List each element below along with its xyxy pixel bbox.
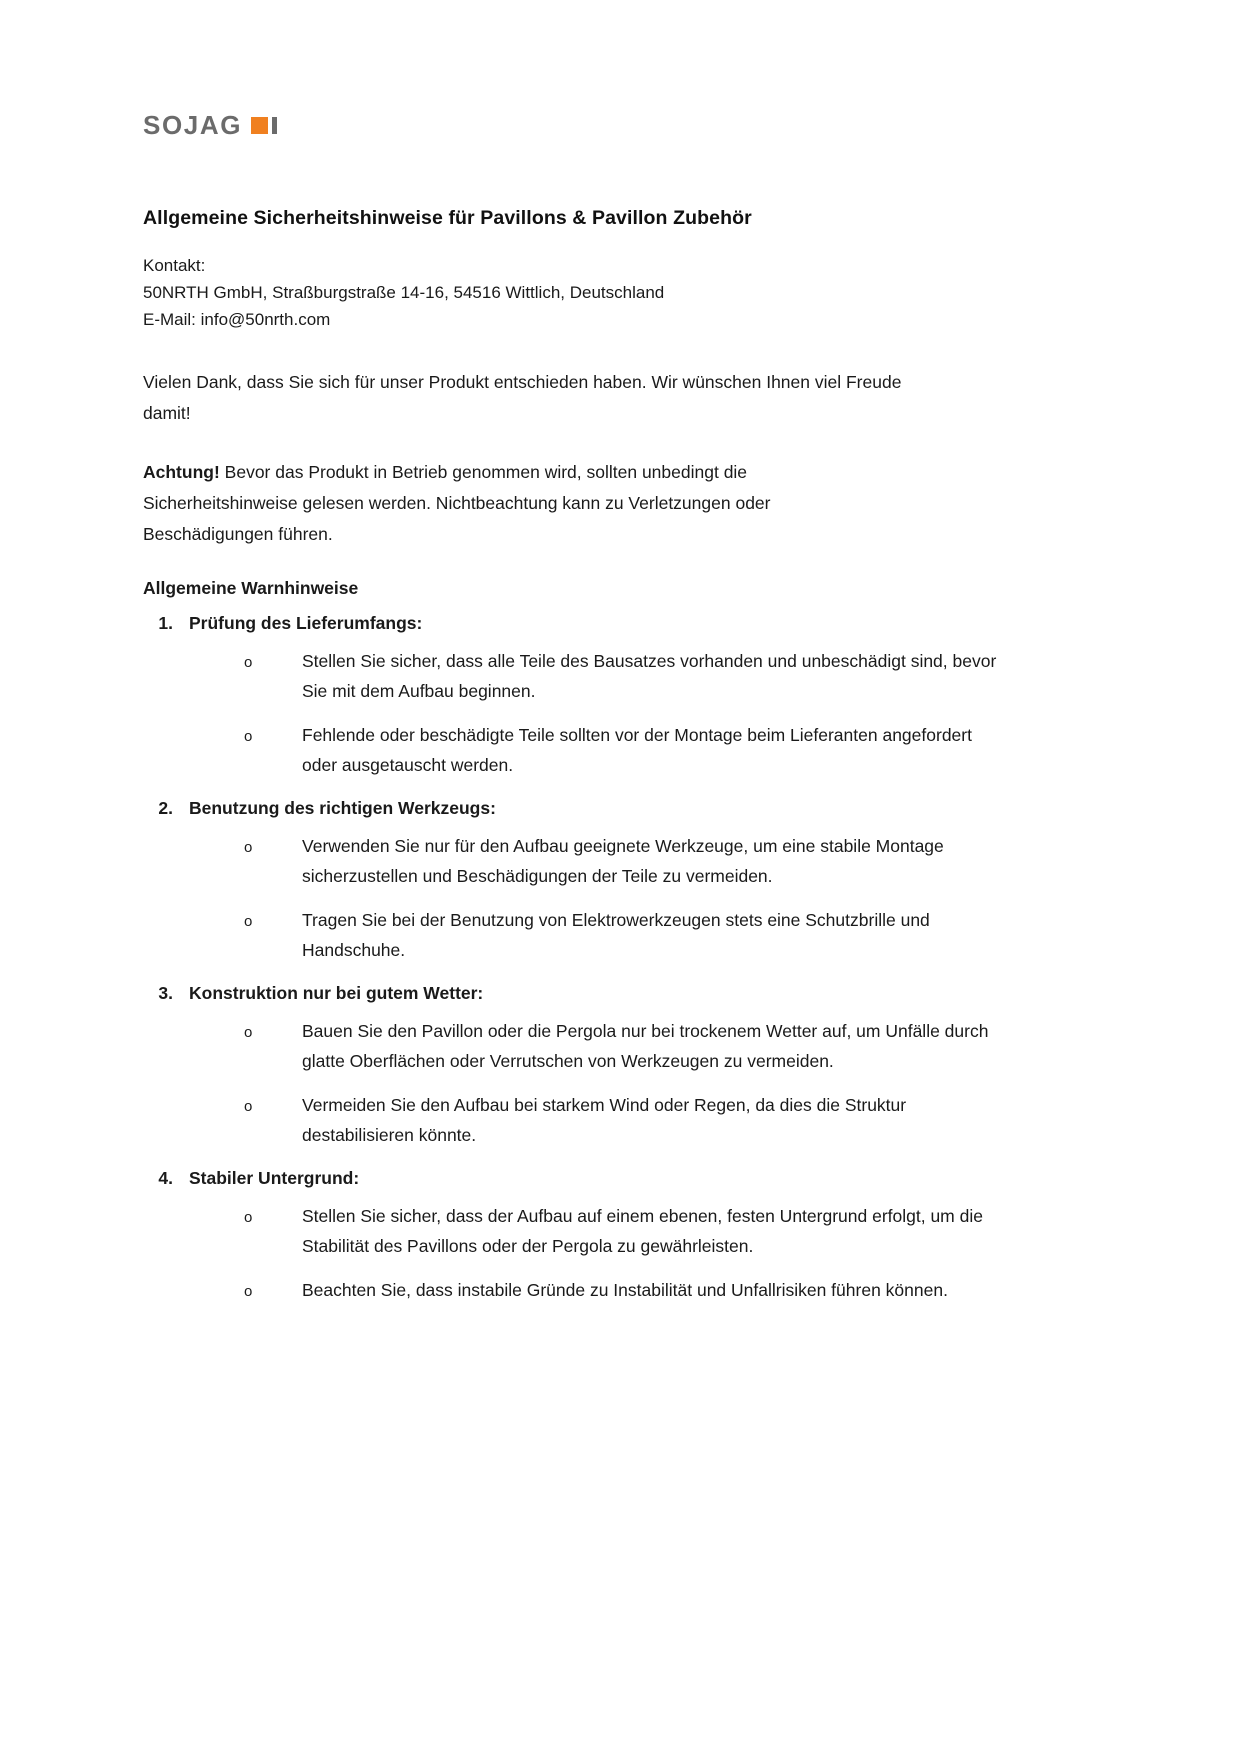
bullet-item xyxy=(143,646,1100,706)
logo-wordmark: SOJAG xyxy=(143,110,243,140)
item-number: 1 . xyxy=(143,613,189,634)
item-bullets xyxy=(143,646,1100,780)
circle-bullet-icon: o xyxy=(244,913,253,930)
bullet-item xyxy=(143,720,1100,780)
warnings-list xyxy=(143,613,1100,1307)
bullet-text: Verwenden Sie nur für den Aufbau geeignete Werkzeuge, um eine stabile Montage sicherzustellen und Beschädigungen der Teile zu vermeiden. xyxy=(302,836,944,886)
bullet-item xyxy=(143,1275,1100,1307)
circle-bullet-icon: o xyxy=(244,839,253,856)
list-item xyxy=(143,983,1100,1150)
bullet-item xyxy=(143,1090,1100,1150)
item-number: 4 . xyxy=(143,1168,189,1189)
item-heading-row xyxy=(143,798,1100,819)
contact-label: Kontakt: xyxy=(143,256,206,275)
bullet-item xyxy=(143,1016,1100,1076)
item-heading-row xyxy=(143,1168,1100,1189)
item-bullets xyxy=(143,1016,1100,1150)
bullet-text: Tragen Sie bei der Benutzung von Elektrowerkzeugen stets eine Schutzbrille und Handschuhe. xyxy=(302,910,930,960)
list-item xyxy=(143,613,1100,780)
item-number: 3 . xyxy=(143,983,189,1004)
circle-bullet-icon: o xyxy=(244,654,253,671)
item-heading: Benutzung des richtigen Werkzeugs: xyxy=(189,798,496,818)
item-bullets xyxy=(143,831,1100,965)
list-item xyxy=(143,1168,1100,1307)
bullet-item xyxy=(143,905,1100,965)
circle-bullet-icon: o xyxy=(244,1209,253,1226)
item-heading: Stabiler Untergrund: xyxy=(189,1168,360,1188)
bullet-text: Fehlende oder beschädigte Teile sollten vor der Montage beim Lieferanten angefordert oder ausgetauscht werden. xyxy=(302,725,972,775)
bullet-text: Beachten Sie, dass instabile Gründe zu Instabilität und Unfallrisiken führen können. xyxy=(302,1280,948,1300)
attention-text: Bevor das Produkt in Betrieb genommen wird, sollten unbedingt die Sicherheitshinweise gelesen werden. Nichtbeachtung kann zu Verletzungen oder Beschädigungen führen. xyxy=(143,462,771,544)
page-title: Allgemeine Sicherheitshinweise für Pavillons & Pavillon Zubehör xyxy=(143,207,752,229)
item-heading: Konstruktion nur bei gutem Wetter: xyxy=(189,983,484,1003)
section-heading-warnings: Allgemeine Warnhinweise xyxy=(143,578,359,598)
item-bullets xyxy=(143,1201,1100,1307)
item-heading-row xyxy=(143,613,1100,634)
intro-paragraph: Vielen Dank, dass Sie sich für unser Produkt entschieden haben. Wir wünschen Ihnen viel Freude damit! xyxy=(143,372,902,423)
circle-bullet-icon: o xyxy=(244,1024,253,1041)
circle-bullet-icon: o xyxy=(244,1283,253,1300)
circle-bullet-icon: o xyxy=(244,1098,253,1115)
bullet-item xyxy=(143,831,1100,891)
bullet-item xyxy=(143,1201,1100,1261)
item-heading: Prüfung des Lieferumfangs: xyxy=(189,613,423,633)
bullet-text: Stellen Sie sicher, dass alle Teile des Bausatzes vorhanden und unbeschädigt sind, bevor Sie mit dem Aufbau beginnen. xyxy=(302,651,997,701)
item-number: 2 . xyxy=(143,798,189,819)
contact-block xyxy=(143,252,1100,333)
attention-label: Achtung! xyxy=(143,462,220,482)
logo-bar-icon xyxy=(272,117,277,134)
contact-address: 50NRTH GmbH, Straßburgstraße 14-16, 54516 Wittlich, Deutschland xyxy=(143,283,665,302)
sojag-logo xyxy=(143,105,1100,145)
list-item xyxy=(143,798,1100,965)
circle-bullet-icon: o xyxy=(244,728,253,745)
logo-mark-icon xyxy=(251,117,277,134)
bullet-text: Vermeiden Sie den Aufbau bei starkem Wind oder Regen, da dies die Struktur destabilisieren könnte. xyxy=(302,1095,907,1145)
attention-paragraph xyxy=(143,457,903,550)
bullet-text: Stellen Sie sicher, dass der Aufbau auf einem ebenen, festen Untergrund erfolgt, um die Stabilität des Pavillons oder der Pergola zu gewährleisten. xyxy=(302,1206,983,1256)
logo-square-icon xyxy=(251,117,268,134)
contact-email: E-Mail: info@50nrth.com xyxy=(143,310,331,329)
item-heading-row xyxy=(143,983,1100,1004)
bullet-text: Bauen Sie den Pavillon oder die Pergola nur bei trockenem Wetter auf, um Unfälle durch glatte Oberflächen oder Verrutschen von Werkzeugen zu vermeiden. xyxy=(302,1021,989,1071)
